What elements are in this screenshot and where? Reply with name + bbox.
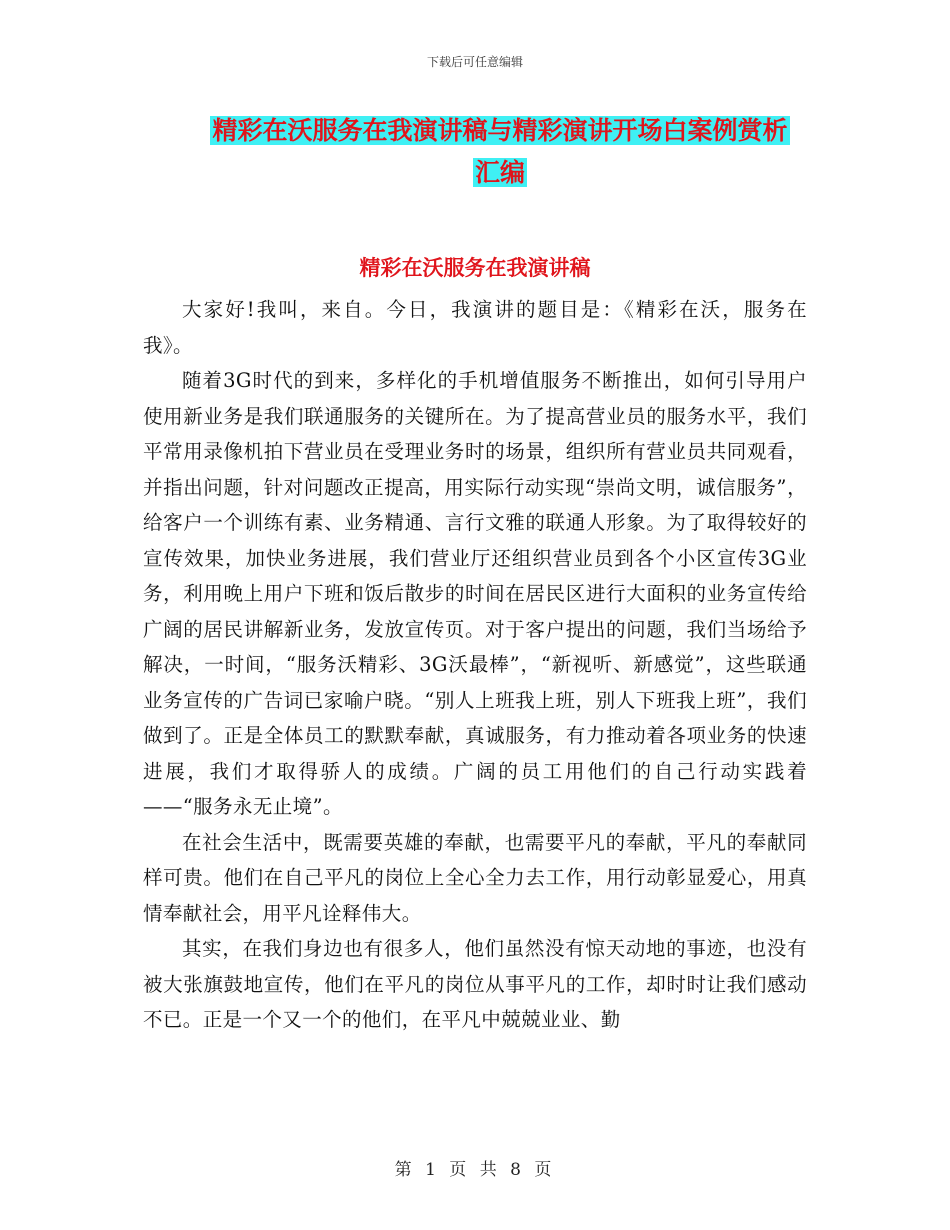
document-title — [130, 110, 870, 194]
section-title: 精彩在沃服务在我演讲稿 — [359, 256, 591, 280]
document-title-line-2: 汇编 — [474, 158, 525, 187]
paragraph: 大家好!我叫，来自。今日，我演讲的题目是：《精彩在沃，服务在我》。 — [143, 298, 807, 357]
document-body — [143, 292, 807, 1038]
header-note: 下载后可任意编辑 — [426, 55, 523, 69]
paragraph: 随着3G时代的到来，多样化的手机增值服务不断推出，如何引导用户使用新业务是我们联通服务的关键所在。为了提高营业员的服务水平，我们平常用录像机拍下营业员在受理业务时的场景，组织所有营业员共同观看，并指出问题，针对问题改正提高，用实际行动实现“崇尚文明，诚信服务”，给客户一个训练有素、业务精通、言行文雅的联通人形象。为了取得较好的宣传效果，加快业务进展，我们营业厅还组织营业员到各个小区宣传3G业务，利用晚上用户下班和饭后散步的时间在居民区进行大面积的业务宣传给广阔的居民讲解新业务，发放宣传页。对于客户提出的问题，我们当场给予解决，一时间，“服务沃精彩、3G沃最棒”，“新视听、新感觉”，这些联通业务宣传的广告词已家喻户晓。“别人上班我上班，别人下班我上班”，我们做到了。正是全体员工的默默奉献，真诚服务，有力推动着各项业务的快速进展，我们才取得骄人的成绩。广阔的员工用他们的自己行动实践着——“服务永无止境”。 — [143, 369, 807, 818]
document-title-line-1: 精彩在沃服务在我演讲稿与精彩演讲开场白案例赏析 — [212, 116, 788, 145]
paragraph: 其实，在我们身边也有很多人，他们虽然没有惊天动地的事迹，也没有被大张旗鼓地宣传，他们在平凡的岗位从事平凡的工作，却时时让我们感动不已。正是一个又一个的他们，在平凡中兢兢业业、勤 — [143, 937, 807, 1031]
paragraph: 在社会生活中，既需要英雄的奉献，也需要平凡的奉献，平凡的奉献同样可贵。他们在自己平凡的岗位上全心全力去工作，用行动彰显爱心，用真情奉献社会，用平凡诠释伟大。 — [143, 830, 807, 925]
page-footer: 第 1 页 共 8 页 — [394, 1160, 556, 1180]
